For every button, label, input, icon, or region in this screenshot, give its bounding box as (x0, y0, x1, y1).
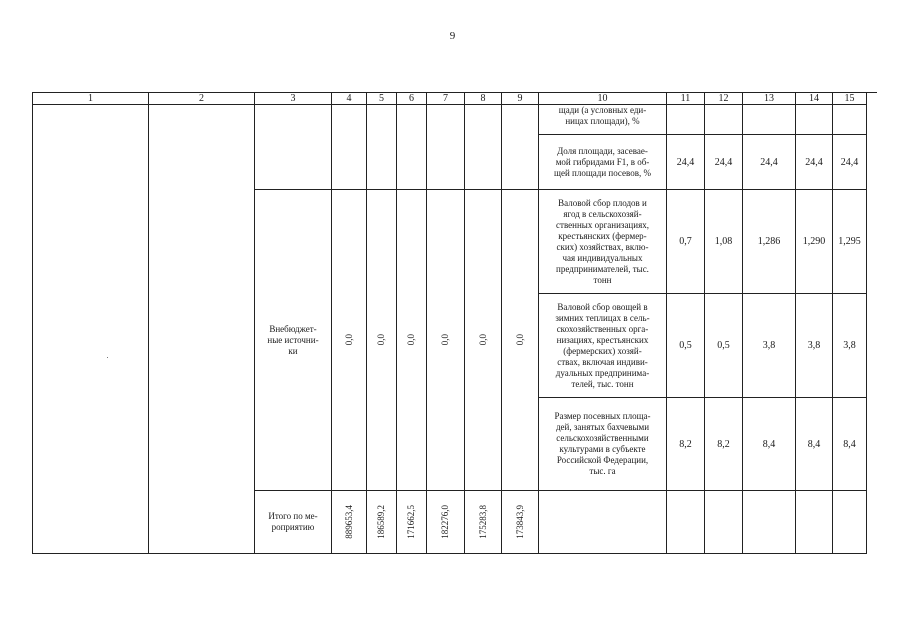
col-header-14: 14 (796, 93, 833, 105)
indicator-value (833, 105, 867, 135)
total-value-cell (427, 491, 465, 554)
indicator-description: щади (а условных еди- ницах площади), % (539, 105, 667, 135)
indicator-description: Размер посевных площа- дей, занятых бахчевыми сельскохозяйственными культурами в субъекте Российской Федерации, тыс. га (539, 398, 667, 491)
total-value-cell (397, 491, 427, 554)
total-value-cell (367, 491, 397, 554)
indicator-value: 1,286 (743, 190, 796, 294)
col-header-9: 9 (502, 93, 539, 105)
total-value: 186589,2 (376, 505, 386, 539)
indicator-value: 8,2 (705, 398, 743, 491)
indicator-description: Валовой сбор плодов и ягод в сельскохозяй- ственных организациях, крестьянских (фермер- ских) хозяйствах, вклю- чая индивидуальных предпринимателей, тыс. тонн (539, 190, 667, 294)
indicator-value (743, 105, 796, 135)
col-header-10: 10 (539, 93, 667, 105)
col-header-8: 8 (465, 93, 502, 105)
indicator-empty-cell (667, 491, 705, 554)
col-header-11: 11 (667, 93, 705, 105)
indicator-value: 1,295 (833, 190, 867, 294)
funding-source-label: Внебюджет- ные источни- ки (255, 190, 332, 491)
indicator-description: Доля площади, засевае- мой гибридами F1, в об- щей площади посевов, % (539, 135, 667, 190)
indicator-value: 0,5 (705, 294, 743, 398)
funding-empty-cell (367, 105, 397, 190)
col1-empty-cell (33, 105, 149, 554)
indicator-empty-cell (743, 491, 796, 554)
indicator-value: 3,8 (743, 294, 796, 398)
funding-value: 0,0 (376, 334, 386, 346)
col-header-12: 12 (705, 93, 743, 105)
total-value: 182276,0 (440, 505, 450, 539)
indicator-value (705, 105, 743, 135)
col2-empty-cell (149, 105, 255, 554)
funding-value-cell (332, 190, 367, 491)
funding-value: 0,0 (406, 334, 416, 346)
indicator-value: 8,4 (796, 398, 833, 491)
indicator-value: 1,08 (705, 190, 743, 294)
indicator-value: 1,290 (796, 190, 833, 294)
total-value-cell (502, 491, 539, 554)
page-number: 9 (449, 30, 456, 42)
funding-value-cell (367, 190, 397, 491)
indicator-value: 24,4 (667, 135, 705, 190)
funding-value: 0,0 (440, 334, 450, 346)
indicator-value: 24,4 (743, 135, 796, 190)
funding-empty-cell (465, 105, 502, 190)
funding-value-cell (427, 190, 465, 491)
funding-empty-cell (502, 105, 539, 190)
funding-value-cell (502, 190, 539, 491)
indicator-value: 0,5 (667, 294, 705, 398)
col-header-15: 15 (833, 93, 867, 105)
funding-empty-cell (427, 105, 465, 190)
scan-speck (107, 357, 108, 358)
funding-value: 0,0 (343, 334, 354, 346)
indicator-empty-cell (539, 491, 667, 554)
col-header-6: 6 (397, 93, 427, 105)
indicator-empty-cell (705, 491, 743, 554)
indicator-empty-cell (796, 491, 833, 554)
col-header-5: 5 (367, 93, 397, 105)
indicator-value: 8,2 (667, 398, 705, 491)
col-header-4: 4 (332, 93, 367, 105)
indicator-value: 8,4 (833, 398, 867, 491)
funding-value: 0,0 (477, 334, 488, 346)
col-header-7: 7 (427, 93, 465, 105)
data-table (32, 92, 877, 554)
total-value: 889653,4 (343, 505, 354, 539)
indicator-description: Валовой сбор овощей в зимних теплицах в сель- скохозяйственных орга- низациях, крестьянских (фермерских) хозяй- ствах, включая индиви- дуальных предпринима- телей, тыс. тонн (539, 294, 667, 398)
total-value-cell (332, 491, 367, 554)
col-header-2: 2 (149, 93, 255, 105)
indicator-value: 8,4 (743, 398, 796, 491)
indicator-value: 24,4 (796, 135, 833, 190)
indicator-value: 3,8 (796, 294, 833, 398)
funding-value-cell (465, 190, 502, 491)
indicator-empty-cell (833, 491, 867, 554)
funding-value-cell (397, 190, 427, 491)
indicator-value: 24,4 (833, 135, 867, 190)
funding-empty-cell (332, 105, 367, 190)
indicator-value: 0,7 (667, 190, 705, 294)
funding-value: 0,0 (514, 334, 525, 346)
indicator-value (667, 105, 705, 135)
total-value: 175283,8 (477, 505, 488, 539)
total-value: 171662,5 (406, 505, 416, 539)
total-label: Итого по ме- роприятию (255, 491, 332, 554)
col-header-13: 13 (743, 93, 796, 105)
indicator-value: 3,8 (833, 294, 867, 398)
source-empty-cell (255, 105, 332, 190)
indicator-value (796, 105, 833, 135)
indicator-value: 24,4 (705, 135, 743, 190)
total-value-cell (465, 491, 502, 554)
col-header-3: 3 (255, 93, 332, 105)
funding-empty-cell (397, 105, 427, 190)
total-value: 173843,9 (514, 505, 525, 539)
col-header-1: 1 (33, 93, 149, 105)
